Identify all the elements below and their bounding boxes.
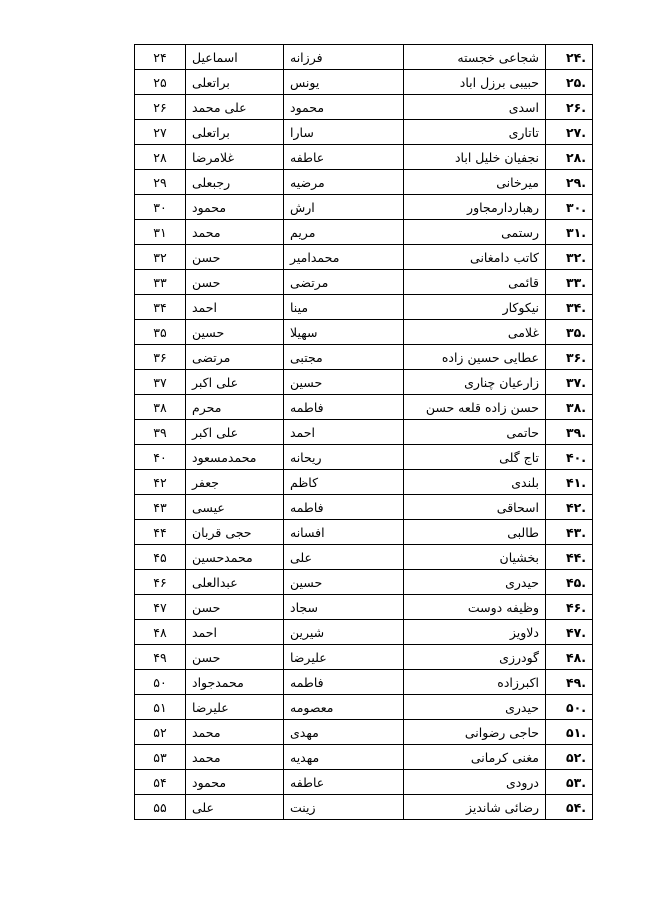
row-number-cell: ۳۵: [135, 320, 186, 345]
last-name-cell: اکبرزاده: [404, 670, 546, 695]
last-name-cell: حاتمی: [404, 420, 546, 445]
row-label-cell: ۲۷.: [546, 120, 593, 145]
first-name-cell: علی: [284, 545, 404, 570]
row-number-cell: ۴۴: [135, 520, 186, 545]
first-name-cell: مجتبی: [284, 345, 404, 370]
row-number-cell: ۵۳: [135, 745, 186, 770]
first-name-cell: مریم: [284, 220, 404, 245]
table-row: [135, 345, 593, 370]
last-name-cell: حیدری: [404, 570, 546, 595]
last-name-cell: نجفیان خلیل اباد: [404, 145, 546, 170]
first-name-cell: فاطمه: [284, 495, 404, 520]
row-number-cell: ۲۴: [135, 45, 186, 70]
row-label-cell: ۳۶.: [546, 345, 593, 370]
row-label-cell: ۳۰.: [546, 195, 593, 220]
row-number-cell: ۴۷: [135, 595, 186, 620]
father-name-cell: علی اکبر: [186, 420, 284, 445]
row-number-cell: ۳۶: [135, 345, 186, 370]
last-name-cell: بخشیان: [404, 545, 546, 570]
father-name-cell: براتعلی: [186, 70, 284, 95]
row-label-cell: ۳۳.: [546, 270, 593, 295]
father-name-cell: جعفر: [186, 470, 284, 495]
row-number-cell: ۳۷: [135, 370, 186, 395]
table-row: [135, 745, 593, 770]
row-number-cell: ۳۰: [135, 195, 186, 220]
last-name-cell: کاتب دامغانی: [404, 245, 546, 270]
father-name-cell: حجی قربان: [186, 520, 284, 545]
last-name-cell: حبیبی برزل اباد: [404, 70, 546, 95]
first-name-cell: عاطفه: [284, 770, 404, 795]
last-name-cell: حاجی رضوانی: [404, 720, 546, 745]
table-row: [135, 95, 593, 120]
father-name-cell: محرم: [186, 395, 284, 420]
first-name-cell: سارا: [284, 120, 404, 145]
father-name-cell: علی اکبر: [186, 370, 284, 395]
row-label-cell: ۵۲.: [546, 745, 593, 770]
row-number-cell: ۵۵: [135, 795, 186, 820]
last-name-cell: تاج گلی: [404, 445, 546, 470]
row-label-cell: ۴۴.: [546, 545, 593, 570]
last-name-cell: قائمی: [404, 270, 546, 295]
row-number-cell: ۲۶: [135, 95, 186, 120]
last-name-cell: زارعیان چناری: [404, 370, 546, 395]
row-number-cell: ۳۹: [135, 420, 186, 445]
last-name-cell: رضائی شاندیز: [404, 795, 546, 820]
first-name-cell: فاطمه: [284, 670, 404, 695]
table-row: [135, 45, 593, 70]
first-name-cell: زینت: [284, 795, 404, 820]
first-name-cell: احمد: [284, 420, 404, 445]
row-label-cell: ۳۸.: [546, 395, 593, 420]
father-name-cell: عبدالعلی: [186, 570, 284, 595]
last-name-cell: اسحاقی: [404, 495, 546, 520]
row-number-cell: ۲۹: [135, 170, 186, 195]
row-label-cell: ۴۵.: [546, 570, 593, 595]
row-label-cell: ۵۱.: [546, 720, 593, 745]
row-label-cell: ۴۰.: [546, 445, 593, 470]
last-name-cell: درودی: [404, 770, 546, 795]
first-name-cell: ارش: [284, 195, 404, 220]
table-row: [135, 670, 593, 695]
table-row: [135, 120, 593, 145]
row-label-cell: ۲۴.: [546, 45, 593, 70]
first-name-cell: مینا: [284, 295, 404, 320]
table-row: [135, 695, 593, 720]
first-name-cell: افسانه: [284, 520, 404, 545]
table-row: [135, 520, 593, 545]
table-row: [135, 445, 593, 470]
table-row: [135, 195, 593, 220]
row-label-cell: ۵۴.: [546, 795, 593, 820]
row-label-cell: ۴۱.: [546, 470, 593, 495]
row-number-cell: ۵۲: [135, 720, 186, 745]
last-name-cell: حیدری: [404, 695, 546, 720]
first-name-cell: محمود: [284, 95, 404, 120]
table-row: [135, 795, 593, 820]
last-name-cell: دلاویز: [404, 620, 546, 645]
last-name-cell: غلامی: [404, 320, 546, 345]
row-label-cell: ۵۳.: [546, 770, 593, 795]
row-number-cell: ۲۵: [135, 70, 186, 95]
row-number-cell: ۳۲: [135, 245, 186, 270]
table-row: [135, 545, 593, 570]
table-row: [135, 720, 593, 745]
first-name-cell: سهیلا: [284, 320, 404, 345]
row-label-cell: ۲۸.: [546, 145, 593, 170]
table-row: [135, 495, 593, 520]
row-number-cell: ۴۰: [135, 445, 186, 470]
row-label-cell: ۴۷.: [546, 620, 593, 645]
father-name-cell: احمد: [186, 295, 284, 320]
table-row: [135, 245, 593, 270]
father-name-cell: حسن: [186, 595, 284, 620]
father-name-cell: رجبعلی: [186, 170, 284, 195]
row-label-cell: ۳۹.: [546, 420, 593, 445]
row-label-cell: ۲۶.: [546, 95, 593, 120]
last-name-cell: تاتاری: [404, 120, 546, 145]
row-label-cell: ۴۹.: [546, 670, 593, 695]
last-name-cell: گودرزی: [404, 645, 546, 670]
last-name-cell: نیکوکار: [404, 295, 546, 320]
first-name-cell: عاطفه: [284, 145, 404, 170]
row-number-cell: ۳۱: [135, 220, 186, 245]
father-name-cell: حسن: [186, 645, 284, 670]
row-label-cell: ۴۲.: [546, 495, 593, 520]
row-label-cell: ۴۸.: [546, 645, 593, 670]
first-name-cell: یونس: [284, 70, 404, 95]
father-name-cell: اسماعیل: [186, 45, 284, 70]
table-row: [135, 420, 593, 445]
row-number-cell: ۲۸: [135, 145, 186, 170]
first-name-cell: شیرین: [284, 620, 404, 645]
father-name-cell: احمد: [186, 620, 284, 645]
first-name-cell: مرضیه: [284, 170, 404, 195]
row-number-cell: ۳۳: [135, 270, 186, 295]
father-name-cell: محمود: [186, 770, 284, 795]
table-row: [135, 220, 593, 245]
first-name-cell: مهدی: [284, 720, 404, 745]
last-name-cell: وظیفه دوست: [404, 595, 546, 620]
row-label-cell: ۳۵.: [546, 320, 593, 345]
row-number-cell: ۲۷: [135, 120, 186, 145]
father-name-cell: محمد: [186, 720, 284, 745]
table-row: [135, 145, 593, 170]
row-number-cell: ۴۶: [135, 570, 186, 595]
first-name-cell: مهدیه: [284, 745, 404, 770]
row-label-cell: ۵۰.: [546, 695, 593, 720]
row-label-cell: ۲۵.: [546, 70, 593, 95]
row-number-cell: ۴۵: [135, 545, 186, 570]
row-label-cell: ۴۳.: [546, 520, 593, 545]
first-name-cell: مرتضی: [284, 270, 404, 295]
row-label-cell: ۳۱.: [546, 220, 593, 245]
father-name-cell: غلامرضا: [186, 145, 284, 170]
last-name-cell: رستمی: [404, 220, 546, 245]
father-name-cell: عیسی: [186, 495, 284, 520]
first-name-cell: فرزانه: [284, 45, 404, 70]
first-name-cell: ریحانه: [284, 445, 404, 470]
first-name-cell: معصومه: [284, 695, 404, 720]
table-row: [135, 170, 593, 195]
table-row: [135, 770, 593, 795]
father-name-cell: حسن: [186, 245, 284, 270]
row-number-cell: ۵۱: [135, 695, 186, 720]
last-name-cell: بلندی: [404, 470, 546, 495]
last-name-cell: عطایی حسین زاده: [404, 345, 546, 370]
roster-table: [134, 44, 593, 820]
last-name-cell: شجاعی خجسته: [404, 45, 546, 70]
first-name-cell: محمدامیر: [284, 245, 404, 270]
row-label-cell: ۴۶.: [546, 595, 593, 620]
table-row: [135, 645, 593, 670]
table-row: [135, 570, 593, 595]
first-name-cell: علیرضا: [284, 645, 404, 670]
father-name-cell: علی محمد: [186, 95, 284, 120]
last-name-cell: اسدی: [404, 95, 546, 120]
first-name-cell: حسین: [284, 570, 404, 595]
father-name-cell: محمدجواد: [186, 670, 284, 695]
first-name-cell: حسین: [284, 370, 404, 395]
roster-body: [135, 45, 593, 820]
father-name-cell: علی: [186, 795, 284, 820]
table-row: [135, 320, 593, 345]
row-number-cell: ۴۹: [135, 645, 186, 670]
father-name-cell: حسین: [186, 320, 284, 345]
table-row: [135, 595, 593, 620]
row-label-cell: ۲۹.: [546, 170, 593, 195]
table-row: [135, 70, 593, 95]
father-name-cell: حسن: [186, 270, 284, 295]
row-label-cell: ۳۷.: [546, 370, 593, 395]
last-name-cell: میرخانی: [404, 170, 546, 195]
table-row: [135, 620, 593, 645]
row-number-cell: ۵۰: [135, 670, 186, 695]
row-label-cell: ۳۲.: [546, 245, 593, 270]
table-row: [135, 270, 593, 295]
father-name-cell: محمدحسین: [186, 545, 284, 570]
row-number-cell: ۴۲: [135, 470, 186, 495]
father-name-cell: محمدمسعود: [186, 445, 284, 470]
last-name-cell: حسن زاده قلعه حسن: [404, 395, 546, 420]
last-name-cell: طالبی: [404, 520, 546, 545]
first-name-cell: سجاد: [284, 595, 404, 620]
row-number-cell: ۵۴: [135, 770, 186, 795]
last-name-cell: مغنی کرمانی: [404, 745, 546, 770]
table-row: [135, 470, 593, 495]
table-row: [135, 295, 593, 320]
row-number-cell: ۳۴: [135, 295, 186, 320]
row-number-cell: ۴۸: [135, 620, 186, 645]
father-name-cell: علیرضا: [186, 695, 284, 720]
row-number-cell: ۴۳: [135, 495, 186, 520]
first-name-cell: فاطمه: [284, 395, 404, 420]
father-name-cell: براتعلی: [186, 120, 284, 145]
row-number-cell: ۳۸: [135, 395, 186, 420]
father-name-cell: محمد: [186, 220, 284, 245]
first-name-cell: کاظم: [284, 470, 404, 495]
father-name-cell: مرتضی: [186, 345, 284, 370]
row-label-cell: ۳۴.: [546, 295, 593, 320]
father-name-cell: محمد: [186, 745, 284, 770]
table-row: [135, 395, 593, 420]
father-name-cell: محمود: [186, 195, 284, 220]
table-row: [135, 370, 593, 395]
last-name-cell: رهباردارمجاور: [404, 195, 546, 220]
